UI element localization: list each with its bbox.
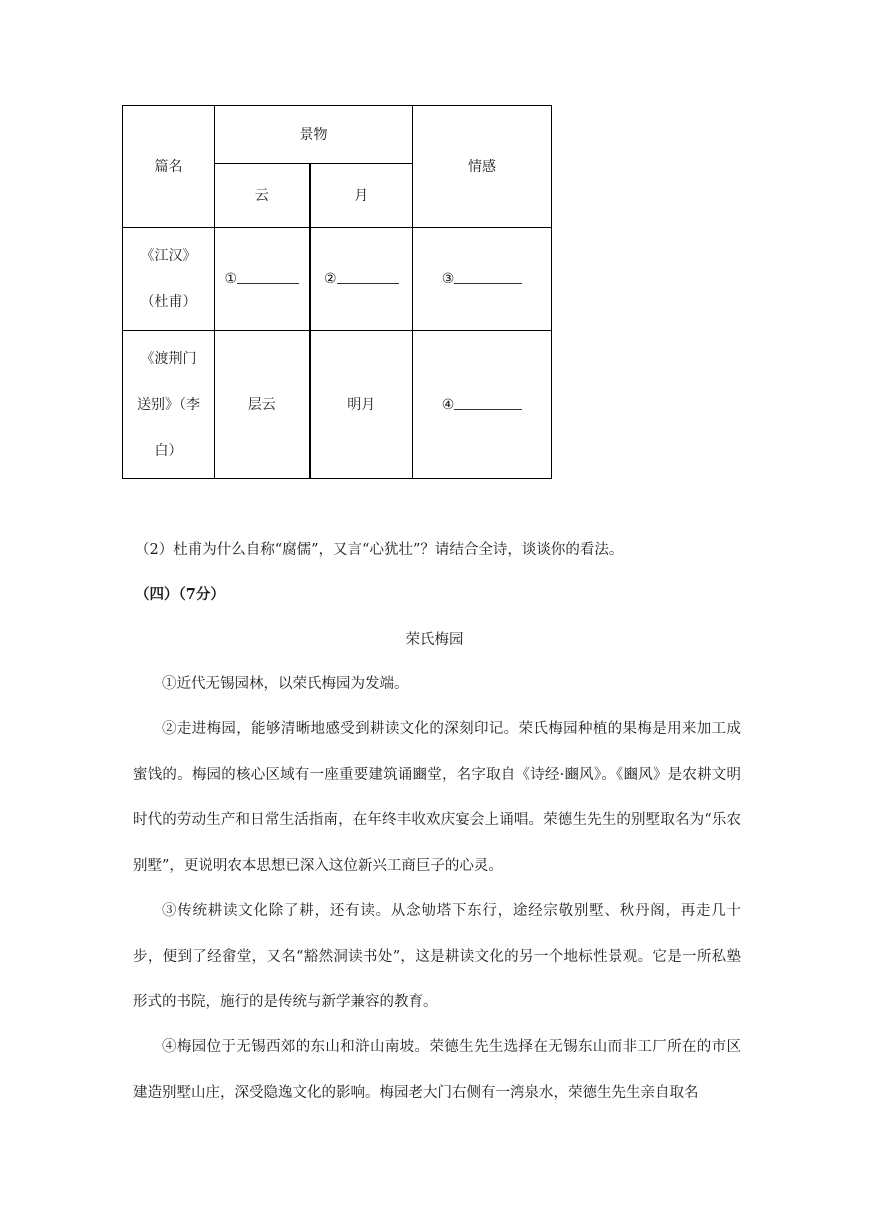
row2-title-line2: 送别》（李 (137, 396, 200, 413)
row2-cloud-cell: 层云 (215, 331, 310, 479)
header-title-cell: 篇名 (123, 106, 215, 228)
paragraph-3: ③传统耕读文化除了耕，还有读。从念劬塔下东行，途经宗敬别墅、秋丹阁，再走几十步，便到了经畲堂，又名“豁然洞读书处”，这是耕读文化的另一个地标性景观。它是一所私塾形式的书院，施行的是传统与新学兼容的教育。 (133, 903, 741, 1010)
header-emotion-cell: 情感 (413, 106, 552, 228)
row2-moon-cell: 明月 (310, 331, 413, 479)
row1-title-line1: 《江汉》 (140, 248, 197, 264)
row2-title-line1: 《渡荆门 (140, 350, 197, 367)
row1-title-cell (123, 228, 215, 331)
poem-comparison-table (122, 105, 552, 479)
section-heading: （四）（7分） (135, 586, 225, 603)
row1-title-line2: （杜甫） (140, 294, 197, 310)
paragraph-4: ④梅园位于无锡西郊的东山和浒山南坡。荣德生先生选择在无锡东山而非工厂所在的市区建造别墅山庄，深受隐逸文化的影响。梅园老大门右侧有一湾泉水，荣德生先生亲自取名 (133, 1039, 741, 1101)
question-2: （2）杜甫为什么自称“腐儒”，又言“心犹壮”？请结合全诗，谈谈你的看法。 (135, 542, 624, 558)
row1-cloud-blank: ① (215, 228, 310, 331)
header-scenery-cell: 景物 (215, 106, 413, 164)
row1-emotion-blank: ③ (413, 228, 552, 331)
header-cloud-cell: 云 (215, 164, 310, 228)
paragraph-1: ①近代无锡园林，以荣氏梅园为发端。 (162, 676, 409, 692)
row1-moon-blank: ② (310, 228, 413, 331)
article-title: 荣氏梅园 (405, 632, 464, 648)
row2-emotion-blank: ④ (413, 331, 552, 479)
row2-title-line3: 白） (154, 442, 183, 459)
header-moon-cell: 月 (310, 164, 413, 228)
row2-title-cell (123, 331, 215, 479)
paragraph-2: ②走进梅园，能够清晰地感受到耕读文化的深刻印记。荣氏梅园种植的果梅是用来加工成蜜饯的。梅园的核心区域有一座重要建筑诵豳堂，名字取自《诗经·豳风》。《豳风》是农耕文明时代的劳动生产和日常生活指南，在年终丰收欢庆宴会上诵唱。荣德生先生的别墅取名为“乐农别墅”，更说明农本思想已深入这位新兴工商巨子的心灵。 (133, 721, 741, 874)
